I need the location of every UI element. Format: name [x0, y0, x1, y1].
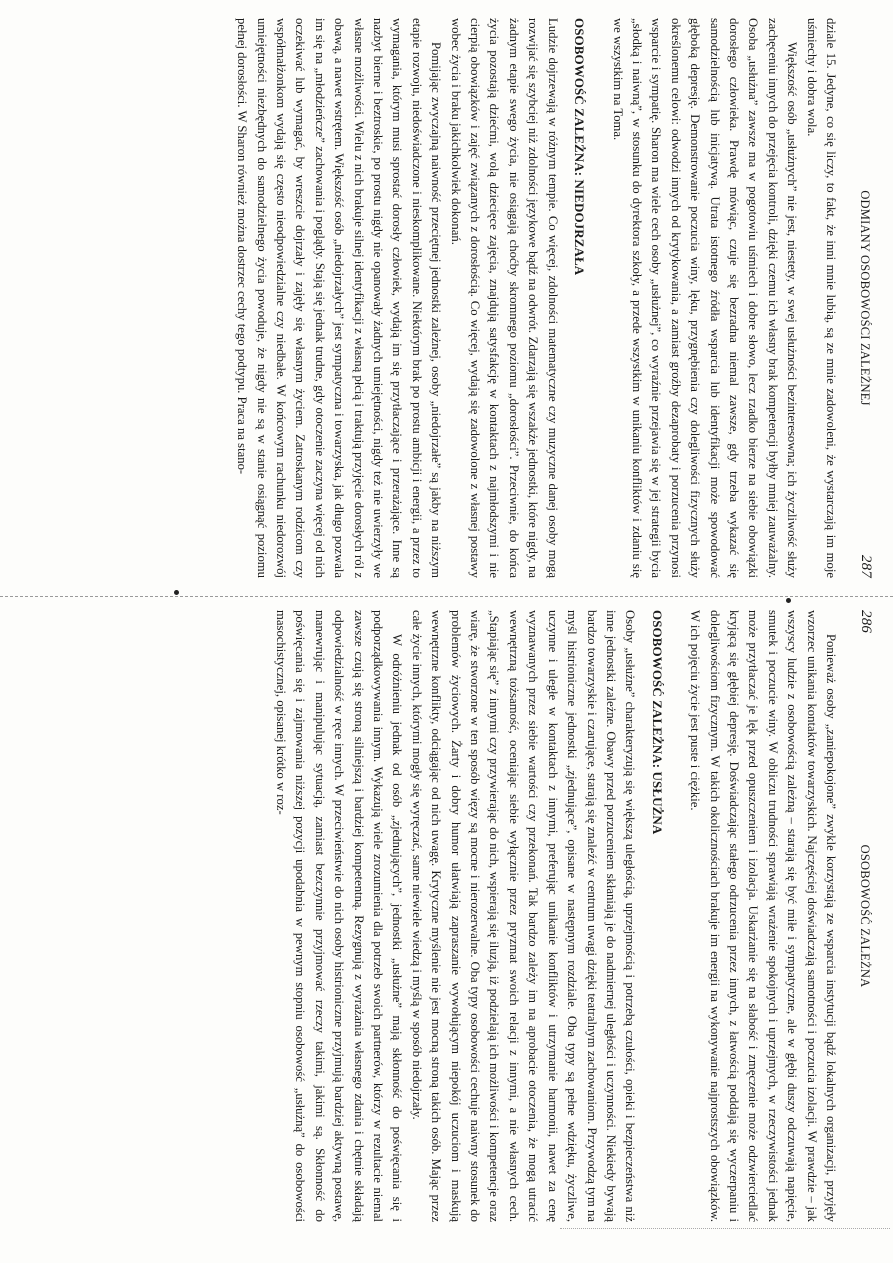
section-heading: OSOBOWOŚĆ ZALEŻNA: NIEDOJRZAŁA: [572, 18, 588, 276]
scan-speck: [786, 598, 791, 603]
left-running-header: OSOBOWOŚĆ ZALEŻNA: [858, 844, 872, 988]
paragraph: Osoby „usłużne” charakteryzują się większą uległością, uprzejmością i potrzebą czułości, opieki i bezpieczeństwa niż inne jednostki zależne. Obawy przed porzuceniem skłaniają je do nadmiernej uległości i uczynności. Niekiedy bywają bardzo towarzyskie i czarujące, starają się znaleźć w centrum uwagi dzięki teatralnym zachowaniom. Przywodzą tym na myśl histrioniczne jednostki „zjednujące”, opisane w następnym rozdziale. Oba typy są pełne wdzięku, życzliwe, uczynne i uległe w kontaktach z innymi, preferując unikanie konfliktów i utrzymanie harmonii, nawet za cenę wyznawanych przez siebie wartości czy przekonań. Tak bardzo zależy im na aprobacie otoczenia, że mogą utracić wewnętrzną tożsamość, oceniając siebie wyłącznie przez pryzmat swoich relacji z innymi, a nie własnych cech. „Stapiając się” z innymi czy przywierając do nich, wspierają się iluzją, iż podzielają ich możliwości i kompetencje oraz wiarę, że stworzone w ten sposób więzy są mocne i nierozerwalne. Oba typy osobowości cechuje naiwny stosunek do problemów życiowych. Żarty i dobry humor ułatwiają zapraszanie wywołującym niepokój uczuciom i maskują wewnętrzne konflikty, odciągając od nich uwagę. Krytyczne myślenie nie jest mocną stroną takich osób. Mając przez całe życie innych, którymi mogły się wyręczać, same niewiele wiedzą i myślą w sposób niedojrzały.: [409, 610, 638, 1222]
scan-edge-mark: [560, 1228, 890, 1229]
section-heading: OSOBOWOŚĆ ZALEŻNA: USŁUŻNA: [649, 610, 665, 835]
right-page-body: [232, 18, 840, 578]
right-page-header: [840, 18, 880, 578]
paragraph: Ludzie dojrzewają w różnym tempie. Co więcej, zdolności matematyczne czy muzyczne danej osoby mogą rozwijać się szybciej niż zdolności językowe bądź na odwrót. Zdarzają się wszakże jednostki, które nigdy, na żadnym etapie swego życia, nie osiągają choćby skromnego poziomu „dorosłości”. Przeciwnie, do końca życia pozostają dziećmi, wolą dziecięce zajęcia, znajdują satysfakcję w kontaktach z najmłodszymi i nie cierpią obowiązków i zajęć związanych z dorosłością. Co więcej, wydają się zadowolone z własnej postawy wobec życia i braku jakichkolwiek dokonań.: [448, 18, 560, 578]
paragraph: Większość osób „usłużnych” nie jest, niestety, w swej usłużności bezinteresowna; ich życzliwość służy zachęceniu innych do przejęcia kontroli, dzięki czemu ich własny brak kompetencji byłby mniej zauważalny. Osoba „usłużna” zawsze ma w pogotowiu uśmiech i dobre słowo, lecz rzadko bierze na siebie obowiązki dorosłego człowieka. Prawdę mówiąc, czuje się bezradna niemal zawsze, gdy trzeba wykazać się samodzielnością lub inicjatywą. Utrata istotnego źródła wsparcia lub identyfikacji może spowodować głęboką depresję. Demonstrowanie poczucia winy, lęku, przygnębienia czy dolegliwości fizycznych służy określonemu celowi: odwodzi innych od krytykowania, a zamiast groźby dezaprobaty i porzucenia przynosi wsparcie i sympatię. Sharon ma wiele cech osoby „usłużnej”, co wyraźnie przejawia się w jej strategii bycia „słodką i naiwną”, w stosunku do dyrektora szkoły, a przede wszystkim w unikaniu konfliktów i zdaniu się we wszystkim na Toma.: [610, 18, 800, 578]
paragraph: dziale 15. Jedyne, co się liczy, to fakt, że inni mnie lubią, są ze mnie zadowoleni, że wystarczają im moje uśmiechy i dobra wola.: [804, 18, 838, 578]
paragraph: W odróżnieniu jednak od osób „zjednujących”, jednostki „usłużne” mają skłonność do poświęcania się i podporządkowywania innym. Wykazują wiele zrozumienia dla potrzeb swoich partnerów, którzy w rezultacie niemal zawsze czują się stroną silniejszą i bardziej kompetentną. Rezygnują z wyrażania własnego zdania i chętnie składają odpowiedzialność w ręce innych. W przeciwieństwie do nich osoby histrioniczne przyjmują bardziej aktywną postawę, manewrując i manipulując sytuacją, zamiast bezczynnie przyjmować rzeczy takimi, jakimi są. Skłonność do poświęcania się i zajmowania niższej pozycji upodabnia w pewnym stopniu osobowość „usłużną” do osobowości masochistycznej, opisanej krótko w roz-: [274, 610, 405, 1222]
right-page-number: 287: [858, 554, 874, 578]
right-running-header: ODMIANY OSOBOWOŚCI ZALEŻNEJ: [858, 190, 872, 406]
scan-speck: [174, 590, 179, 595]
left-page-body: [271, 610, 840, 1222]
paragraph: Pomijając zwyczajną naiwność przeciętnej jednostki zależnej, osoby „niedojrzałe” są jakby na niższym etapie rozwoju, niedoświadczone i nieskomplikowane. Niektórym brak po prostu ambicji i energii, a przez to wymagania, którym musi sprostać dorosły człowiek, wydają im się przytłaczające i przerażające. Inne są nazbyt bierne i beztroskie, po prostu nigdy nie opanowały żadnych umiejętności, nigdy też nie uwierzyły we własne możliwości. Wielu z nich brakuje silnej identyfikacji z własną płcią i traktują przyjęcie dorosłych ról z obawą, a nawet wstrętem. Większość osób „niedojrzałych” jest sympatyczna i towarzyska, jak długo pozwala im się na „młodzieńcze” zachowania i poglądy. Stają się jednak trudne, gdy otoczenie zaczyna więcej od nich oczekiwać lub wymagać, by wreszcie dojrzały i zajęły się własnym życiem. Zatroskanym rodzicom czy współmałżonkom wydają się często nieodpowiedzialne czy niedbałe. W końcowym rachunku niedorozwój umiejętności niezbędnych do samodzielnego życia powoduje, że nigdy nie są w stanie osiągnąć poziomu pełnej dorosłości. W Sharon również można dostrzec cechy tego podtypu. Praca na stano-: [235, 18, 444, 578]
left-page-header: [840, 610, 880, 1222]
left-page-number: 286: [858, 610, 874, 634]
right-page: [235, 18, 880, 578]
left-page: [274, 610, 880, 1222]
page-gutter-fold: [0, 596, 893, 597]
paragraph: Ponieważ osoby „zaniepokojone” zwykle korzystają ze wsparcia instytucji bądź lokalnych organizacji, przyjęły wzorzec unikania kontaktów towarzyskich. Najczęściej doświadczają samotności i poczucia izolacji. W prawdzie – jak wszyscy ludzie z osobowością zależną – starają się być miłe i sympatyczne, ale w głębi duszy odczuwają napięcie, smutek i poczucie winy. W obliczu trudności sprawiają wrażenie spokojnych i uprzejmych, w rzeczywistości jednak może przytłaczać je lęk przed opuszczeniem i izolacja. Uskarżanie się na słabość i zmęczenie może odzwierciedlać kryjącą się głębiej depresję. Doświadczając stałego odrzucenia przez innych, z łatwością poddają się wyczerpaniu i dolegliwościom fizycznym. W takich okolicznościach brakuje im energii na wykonywanie najprostszych obowiązków. W ich pojęciu życie jest puste i ciężkie.: [688, 610, 838, 1222]
